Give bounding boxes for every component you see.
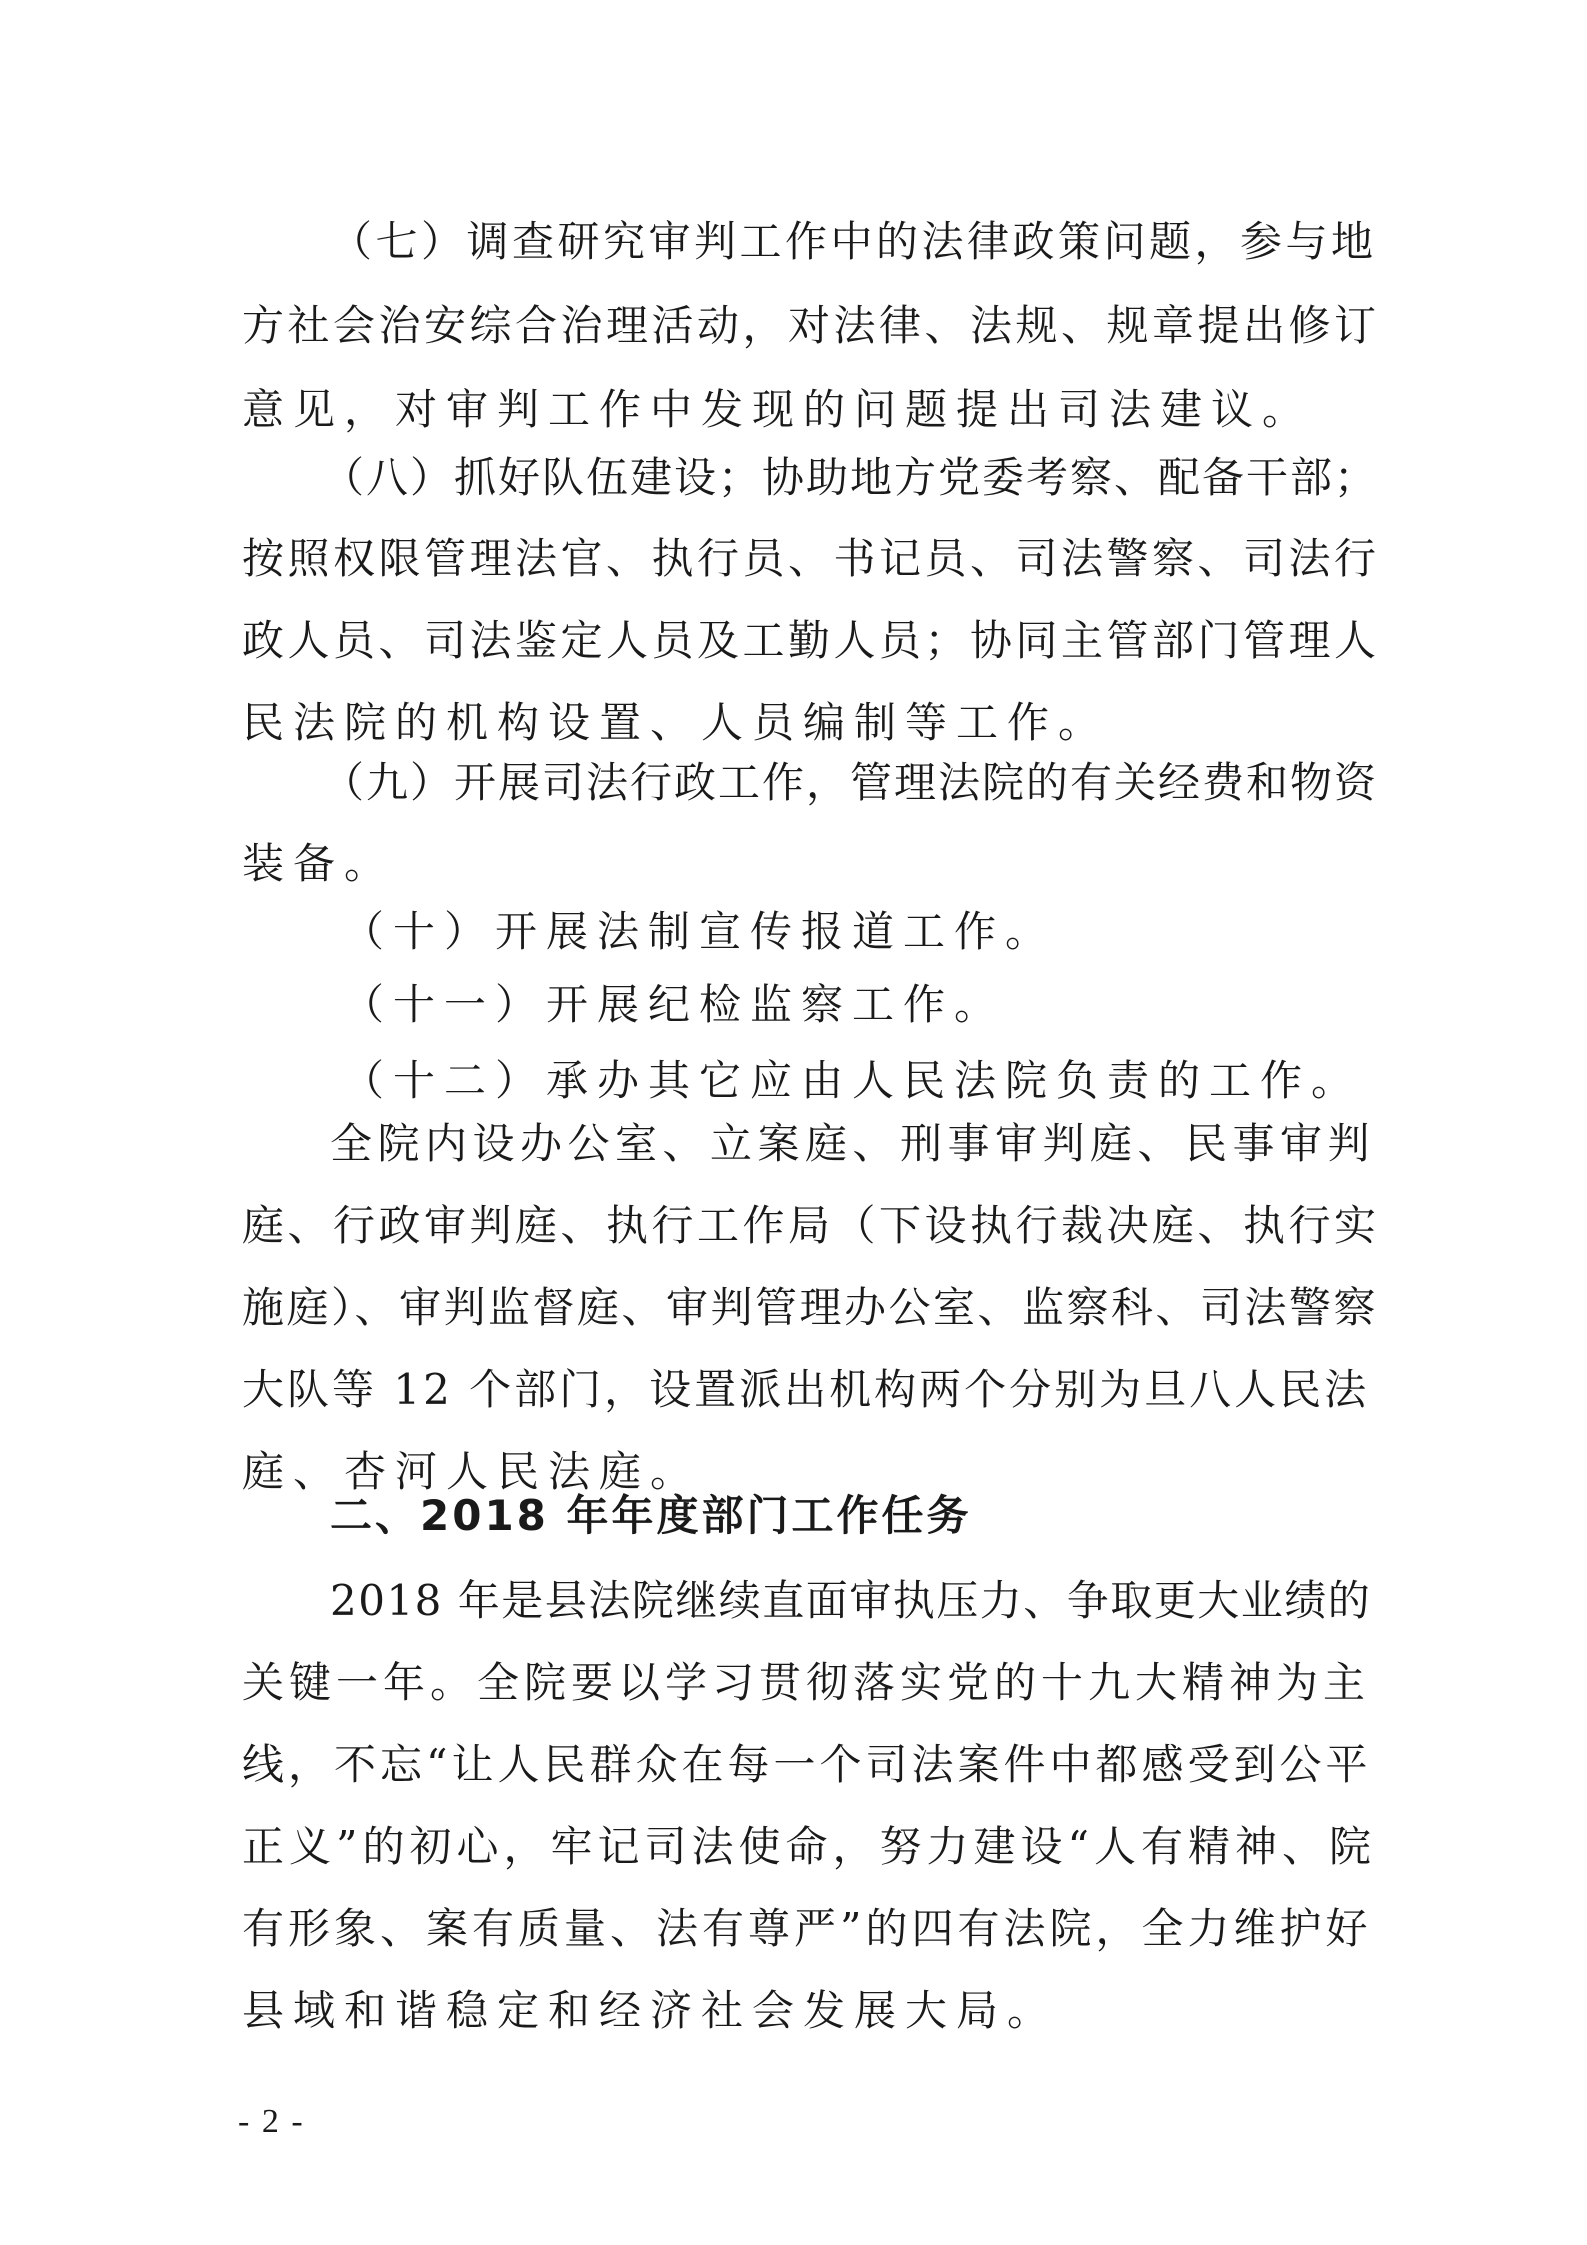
paragraph-line: 2018 年是县法院继续直面审执压力、争取更大业绩的 xyxy=(330,1576,1372,1625)
paragraph-line: 庭、杏河人民法庭。 xyxy=(242,1447,702,1496)
paragraph-line: 大队等 12 个部门，设置派出机构两个分别为旦八人民法 xyxy=(242,1365,1370,1414)
paragraph-line: 施庭）、审判监督庭、审判管理办公室、监察科、司法警察 xyxy=(242,1283,1379,1332)
paragraph-line: （十一）开展纪检监察工作。 xyxy=(342,980,1006,1029)
paragraph-line: 意见，对审判工作中发现的问题提出司法建议。 xyxy=(242,385,1314,434)
paragraph-line: 县域和谐稳定和经济社会发展大局。 xyxy=(242,1986,1059,2035)
paragraph-line: 庭、行政审判庭、执行工作局（下设执行裁决庭、执行实 xyxy=(242,1201,1380,1250)
paragraph-line: 政人员、司法鉴定人员及工勤人员；协同主管部门管理人 xyxy=(242,616,1380,665)
section-heading: 二、2018 年年度部门工作任务 xyxy=(330,1491,972,1540)
paragraph-line: （十）开展法制宣传报道工作。 xyxy=(342,907,1057,956)
page-number: - 2 - xyxy=(238,2103,305,2140)
paragraph-line: 方社会治安综合治理活动，对法律、法规、规章提出修订 xyxy=(242,301,1380,350)
paragraph-line: 正义”的初心，牢记司法使命，努力建设“人有精神、院 xyxy=(242,1822,1376,1871)
paragraph-line: 关键一年。全院要以学习贯彻落实党的十九大精神为主 xyxy=(242,1658,1371,1707)
paragraph-line: 有形象、案有质量、法有尊严”的四有法院，全力维护好 xyxy=(242,1904,1372,1953)
paragraph-line: 全院内设办公室、立案庭、刑事审判庭、民事审判 xyxy=(330,1119,1376,1168)
paragraph-line: 线，不忘“让人民群众在每一个司法案件中都感受到公平 xyxy=(242,1740,1372,1789)
paragraph-line: 民法院的机构设置、人员编制等工作。 xyxy=(242,698,1110,747)
paragraph-line: 装备。 xyxy=(242,839,396,888)
paragraph-line: 按照权限管理法官、执行员、书记员、司法警察、司法行 xyxy=(242,534,1380,583)
paragraph-line: （七）调查研究审判工作中的法律政策问题，参与地 xyxy=(330,217,1377,266)
paragraph-line: （十二）承办其它应由人民法院负责的工作。 xyxy=(342,1056,1363,1105)
paragraph-line: （九）开展司法行政工作，管理法院的有关经费和物资 xyxy=(322,758,1379,807)
paragraph-line: （八）抓好队伍建设；协助地方党委考察、配备干部； xyxy=(322,453,1379,502)
